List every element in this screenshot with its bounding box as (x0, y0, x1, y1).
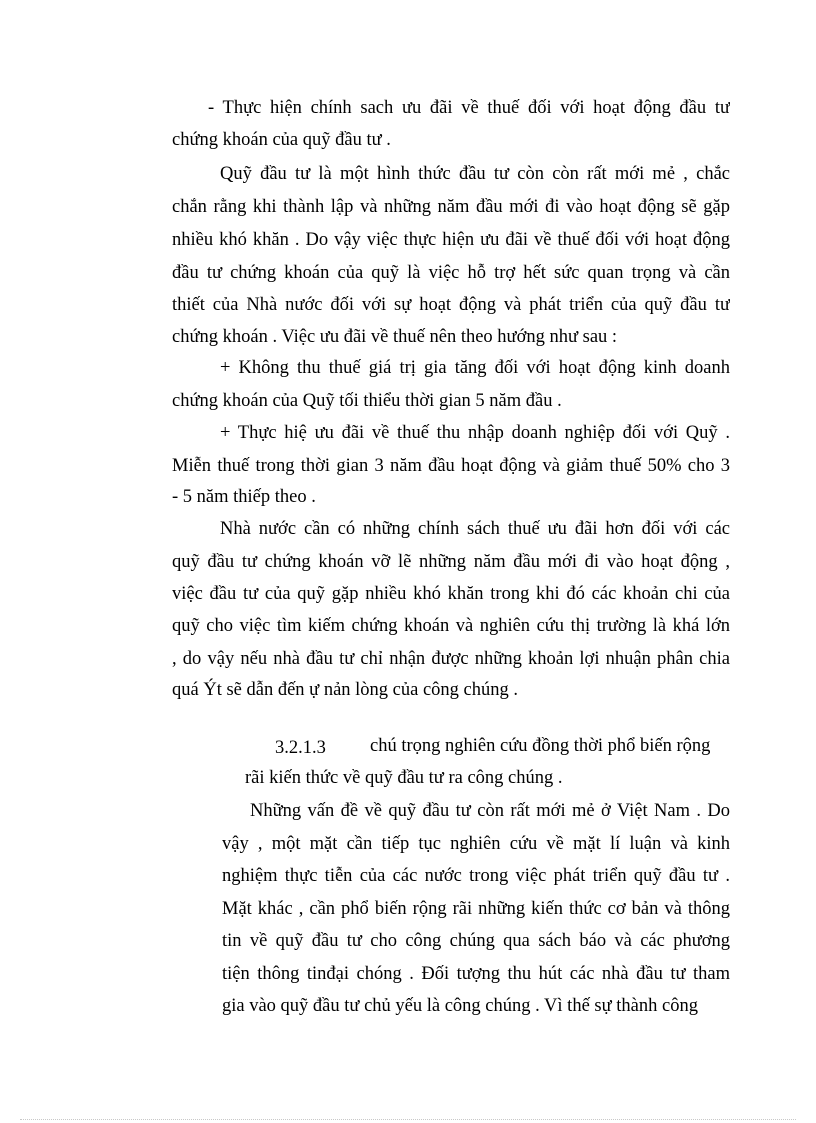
text-line: thiết của Nhà nước đối với sự hoạt động và phát triển của quỹ đầu tư (172, 295, 730, 315)
text-line: Quỹ đầu tư là một hình thức đầu tư còn còn rất mới mẻ , chắc (220, 164, 730, 184)
text-line: chứng khoán của quỹ đầu tư . (172, 130, 391, 150)
section-title-line: chú trọng nghiên cứu đồng thời phổ biến rộng (370, 736, 711, 756)
text-line: + Không thu thuế giá trị gia tăng đối với hoạt động kinh doanh (220, 358, 730, 378)
section-title-line: rãi kiến thức về quỹ đầu tư ra công chúng . (245, 768, 563, 788)
text-line: quỹ đầu tư chứng khoán vỡ lẽ những năm đầu mới đi vào hoạt động , (172, 552, 730, 572)
section-number: 3.2.1.3 (275, 738, 326, 758)
text-line: Miễn thuế trong thời gian 3 năm đầu hoạt động và giảm thuế 50% cho 3 (172, 456, 730, 476)
text-line: chứng khoán của Quỹ tối thiểu thời gian 5 năm đầu . (172, 391, 562, 411)
text-line: chắn rằng khi thành lập và những năm đầu mới đi vào hoạt động sẽ gặp (172, 197, 730, 217)
text-line: gia vào quỹ đầu tư chủ yếu là công chúng . Vì thế sự thành công (222, 996, 698, 1016)
text-line: chứng khoán . Việc ưu đãi về thuế nên theo hướng như sau : (172, 327, 618, 347)
text-line: tiện thông tinđại chóng . Đối tượng thu hút các nhà đầu tư tham (222, 964, 730, 984)
text-line: tin về quỹ đầu tư cho công chúng qua sách báo và các phương (222, 931, 730, 951)
text-line: quá Ýt sẽ dẫn đến ự nản lòng của công chúng . (172, 680, 519, 700)
text-line: + Thực hiệ ưu đãi về thuế thu nhập doanh nghiệp đối với Quỹ . (220, 423, 730, 443)
text-line: vậy , một mặt cần tiếp tục nghiên cứu về mặt lí luận và kinh (222, 834, 730, 854)
text-line: nhiều khó khăn . Do vậy việc thực hiện ưu đãi về thuế đối với hoạt động (172, 230, 730, 250)
text-line: Những vấn đề về quỹ đầu tư còn rất mới mẻ ở Việt Nam . Do (250, 801, 730, 821)
text-line: Mặt khác , cần phổ biến rộng rãi những kiến thức cơ bản và thông (222, 899, 730, 919)
text-line: quỹ cho việc tìm kiếm chứng khoán và nghiên cứu thị trường là khá lớn (172, 616, 730, 636)
page-bottom-divider (20, 1119, 796, 1120)
text-line: việc đầu tư của quỹ gặp nhiều khó khăn trong khi đó các khoản chi của (172, 584, 730, 604)
text-line: Nhà nước cần có những chính sách thuế ưu đãi hơn đối với các (220, 519, 730, 539)
text-line: - 5 năm thiếp theo . (172, 487, 316, 507)
text-line: nghiệm thực tiễn của các nước trong việc phát triển quỹ đầu tư . (222, 866, 730, 886)
text-line: - Thực hiện chính sach ưu đãi về thuế đối với hoạt động đầu tư (208, 98, 730, 118)
text-line: , do vậy nếu nhà đầu tư chỉ nhận được những khoản lợi nhuận phân chia (172, 649, 730, 669)
text-line: đầu tư chứng khoán của quỹ là việc hỗ trợ hết sức quan trọng và cần (172, 263, 730, 283)
